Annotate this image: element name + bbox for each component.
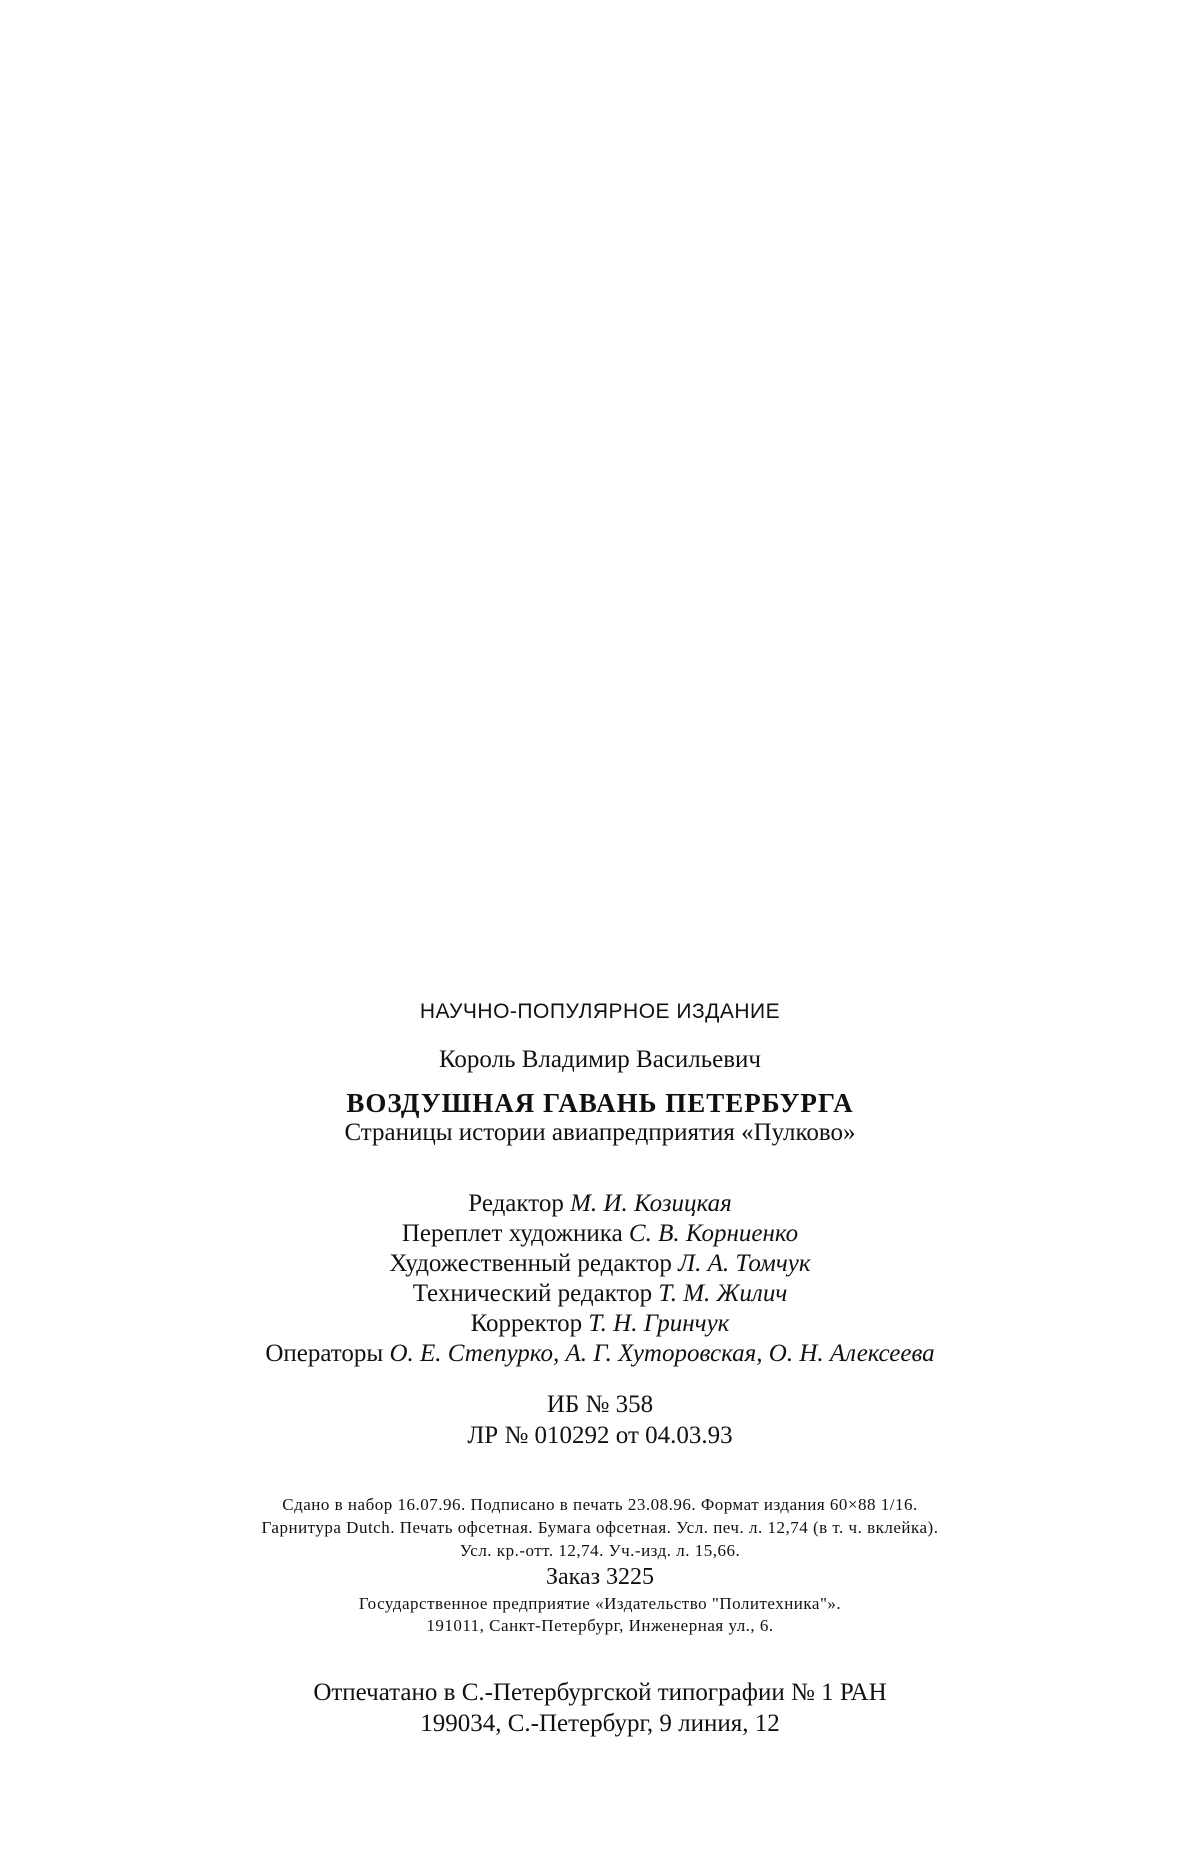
- credit-proofreader: [0, 1309, 1200, 1339]
- credit-role: Художественный редактор: [389, 1250, 679, 1277]
- edition-category: НАУЧНО-ПОПУЛЯРНОЕ ИЗДАНИЕ: [419, 1000, 781, 1023]
- printer-info: [0, 1677, 1200, 1739]
- credit-person: Т. Н. Гринчук: [588, 1310, 730, 1337]
- credit-person: Л. А. Томчук: [678, 1250, 811, 1277]
- credit-person: Т. М. Жилич: [658, 1280, 788, 1307]
- publisher-info: [0, 1593, 1200, 1637]
- credit-art-editor: [0, 1249, 1200, 1279]
- credit-role: Переплет художника: [401, 1220, 629, 1247]
- book-title: ВОЗДУШНАЯ ГАВАНЬ ПЕТЕРБУРГА: [346, 1088, 854, 1118]
- credit-technical-editor: [0, 1279, 1200, 1309]
- imprint-block: [0, 1000, 1200, 1739]
- credit-person: О. Е. Степурко, А. Г. Хуторовская, О. Н. Алексеева: [389, 1340, 935, 1367]
- credit-person: С. В. Корниенко: [628, 1220, 799, 1247]
- credit-role: Корректор: [470, 1310, 589, 1337]
- publisher-line: 191011, Санкт-Петербург, Инженерная ул., 6.: [426, 1616, 774, 1635]
- credit-role: Операторы: [265, 1340, 390, 1367]
- credits-list: [0, 1189, 1200, 1369]
- license-number: ЛР № 010292 от 04.03.93: [467, 1422, 733, 1449]
- author-name: Король Владимир Васильевич: [439, 1046, 761, 1073]
- tech-line: Гарнитура Dutch. Печать офсетная. Бумага офсетная. Усл. печ. л. 12,74 (в т. ч. вклейка).: [261, 1518, 939, 1537]
- registration-numbers: [0, 1389, 1200, 1451]
- book-subtitle: Страницы истории авиапредприятия «Пулково»: [344, 1119, 856, 1146]
- printer-line: Отпечатано в С.-Петербургской типографии № 1 РАН: [313, 1679, 887, 1706]
- credit-person: М. И. Козицкая: [570, 1190, 732, 1217]
- credit-cover-artist: [0, 1219, 1200, 1249]
- ib-number: ИБ № 358: [546, 1391, 654, 1418]
- tech-line: Усл. кр.-отт. 12,74. Уч.-изд. л. 15,66.: [459, 1541, 741, 1560]
- credit-role: Технический редактор: [412, 1280, 659, 1307]
- printer-line: 199034, С.-Петербург, 9 линия, 12: [420, 1710, 780, 1737]
- credit-operators: [0, 1339, 1200, 1369]
- order-number: Заказ 3225: [545, 1564, 655, 1590]
- credit-role: Редактор: [468, 1190, 571, 1217]
- publisher-line: Государственное предприятие «Издательство "Политехника"».: [358, 1594, 842, 1613]
- technical-info: [0, 1493, 1200, 1562]
- tech-line: Сдано в набор 16.07.96. Подписано в печать 23.08.96. Формат издания 60×88 1/16.: [282, 1495, 918, 1514]
- credit-editor: [0, 1189, 1200, 1219]
